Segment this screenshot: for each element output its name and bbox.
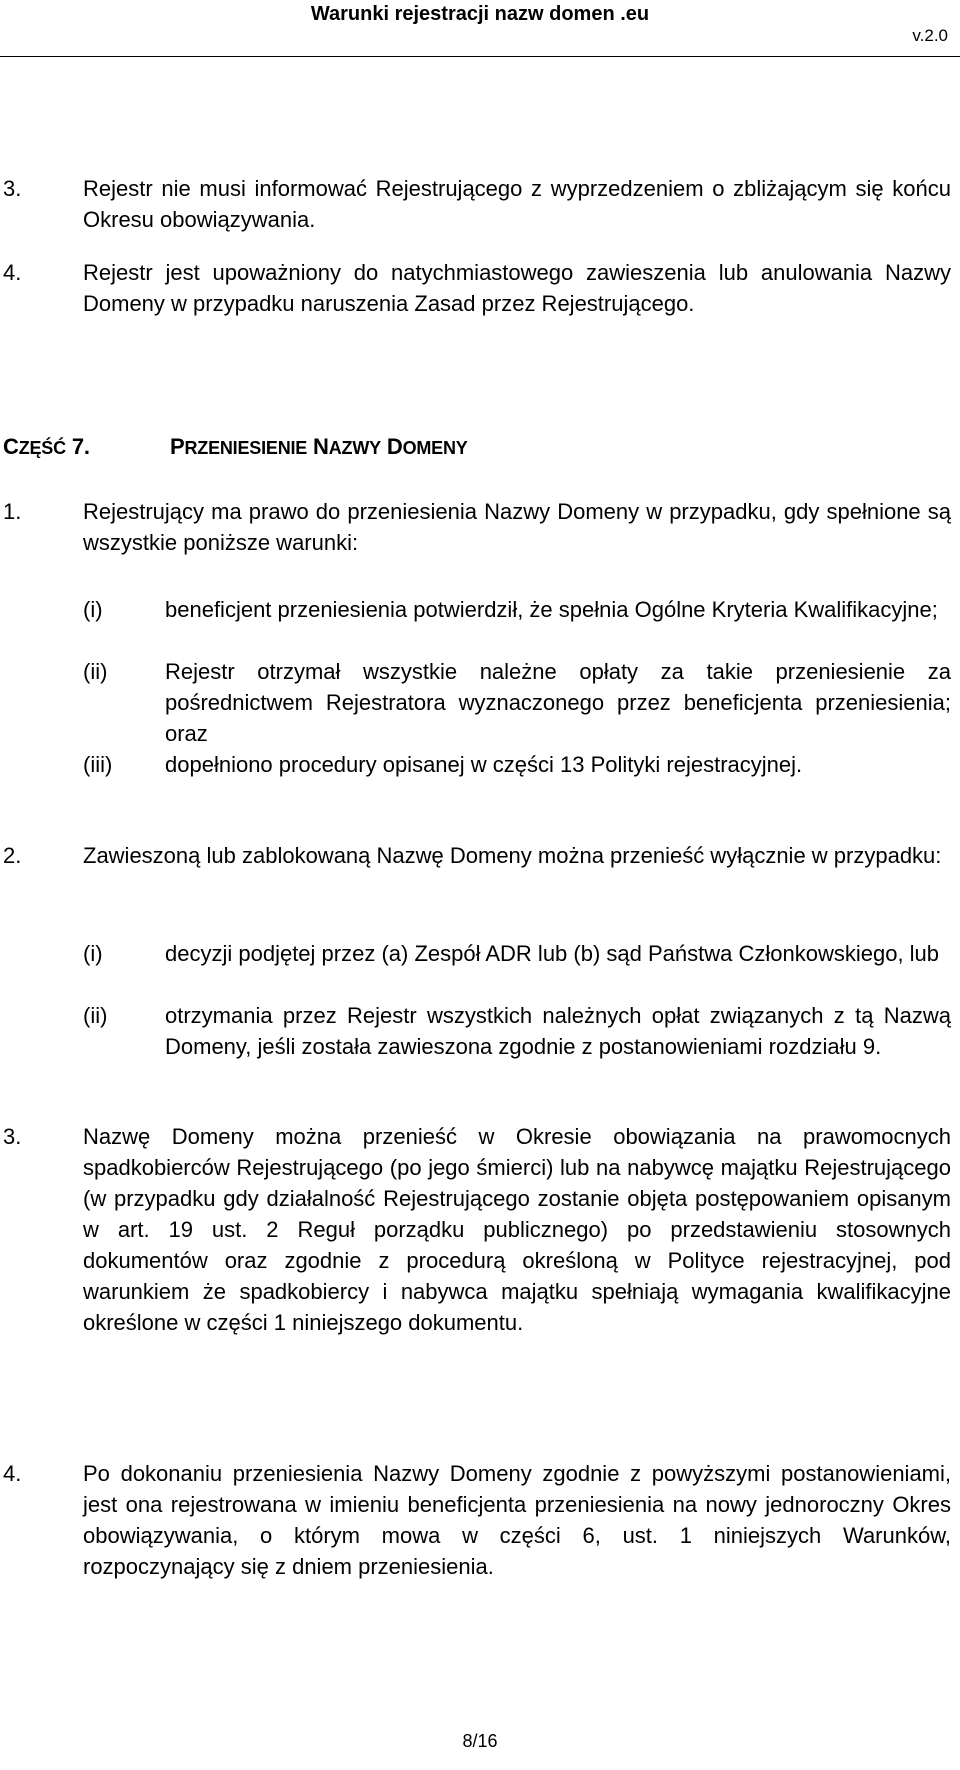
- paragraph-text: Rejestrujący ma prawo do przeniesienia Nazwy Domeny w przypadku, gdy spełnione są wszystkie poniższe warunki:: [83, 499, 951, 555]
- paragraph-top-4: [3, 257, 951, 319]
- list-item-marker: (ii): [83, 659, 108, 684]
- page-number: 8/16: [462, 1731, 498, 1751]
- list-item-marker: (iii): [83, 752, 113, 777]
- section-title: PRZENIESIENIE NAZWY DOMENY: [170, 434, 468, 459]
- paragraph-text: Rejestr jest upoważniony do natychmiastowego zawieszenia lub anulowania Nazwy Domeny w przypadku naruszenia Zasad przez Rejestrującego.: [83, 260, 951, 316]
- document-version: v.2.0: [912, 26, 948, 45]
- header-divider: [0, 56, 960, 57]
- paragraph-text: Rejestr nie musi informować Rejestrującego z wyprzedzeniem o zbliżającym się końcu Okresu obowiązywania.: [83, 176, 951, 232]
- paragraph-text: Po dokonaniu przeniesienia Nazwy Domeny zgodnie z powyższymi postanowieniami, jest ona rejestrowana w imieniu beneficjenta przeniesienia na nowy jednoroczny Okres obowiązywania, o którym mowa w części 6, ust. 1 niniejszych Warunków, rozpoczynający się z dniem przeniesienia.: [83, 1461, 951, 1579]
- paragraph-number: 3.: [3, 1124, 22, 1149]
- list-item-text: beneficjent przeniesienia potwierdził, że spełnia Ogólne Kryteria Kwalifikacyjne;: [165, 597, 938, 622]
- document-header-title: Warunki rejestracji nazw domen .eu: [310, 3, 650, 25]
- paragraph-number: 1.: [3, 499, 22, 524]
- list-item-marker: (ii): [83, 1003, 108, 1028]
- list-item-marker: (i): [83, 941, 103, 966]
- paragraph-number: 4.: [3, 1461, 22, 1486]
- list-item: [83, 1000, 951, 1062]
- list-item-text: Rejestr otrzymał wszystkie należne opłaty za takie przeniesienie za pośrednictwem Rejestratora wyznaczonego przez beneficjenta przeniesienia; oraz: [165, 659, 951, 746]
- list-item-text: dopełniono procedury opisanej w części 13 Polityki rejestracyjnej.: [165, 752, 803, 777]
- paragraph-4: [3, 1458, 951, 1582]
- paragraph-text: Zawieszoną lub zablokowaną Nazwę Domeny można przenieść wyłącznie w przypadku:: [83, 843, 942, 868]
- list-item-text: decyzji podjętej przez (a) Zespół ADR lub (b) sąd Państwa Członkowskiego, lub: [165, 941, 940, 966]
- list-item: [83, 656, 951, 749]
- list-item: [83, 594, 951, 625]
- paragraph-3: [3, 1121, 951, 1338]
- list-item: [83, 749, 951, 780]
- paragraph-number: 4.: [3, 260, 22, 285]
- list-item: [83, 938, 951, 969]
- paragraph-number: 3.: [3, 176, 22, 201]
- list-item-text: otrzymania przez Rejestr wszystkich należnych opłat związanych z tą Nazwą Domeny, jeśli została zawieszona zgodnie z postanowieniami rozdziału 9.: [165, 1003, 951, 1059]
- list-item-marker: (i): [83, 597, 103, 622]
- paragraph-2: [3, 840, 951, 871]
- paragraph-text: Nazwę Domeny można przenieść w Okresie obowiązania na prawomocnych spadkobierców Rejestrującego (po jego śmierci) lub na nabywcę majątku Rejestrującego (w przypadku gdy działalność Rejestrującego zostanie objęta postępowaniem opisanym w art. 19 ust. 2 Reguł porządku publicznego) po przedstawieniu stosownych dokumentów oraz zgodnie z procedurą określoną w Polityce rejestracyjnej, pod warunkiem że spadkobiercy i nabywca majątku spełniają wymagania kwalifikacyjne określone w części 1 niniejszego dokumentu.: [83, 1124, 951, 1335]
- paragraph-number: 2.: [3, 843, 22, 868]
- section-heading: [3, 431, 468, 464]
- section-label: CZĘŚĆ 7.: [3, 434, 90, 459]
- paragraph-1: [3, 496, 951, 558]
- paragraph-top-3: [3, 173, 951, 235]
